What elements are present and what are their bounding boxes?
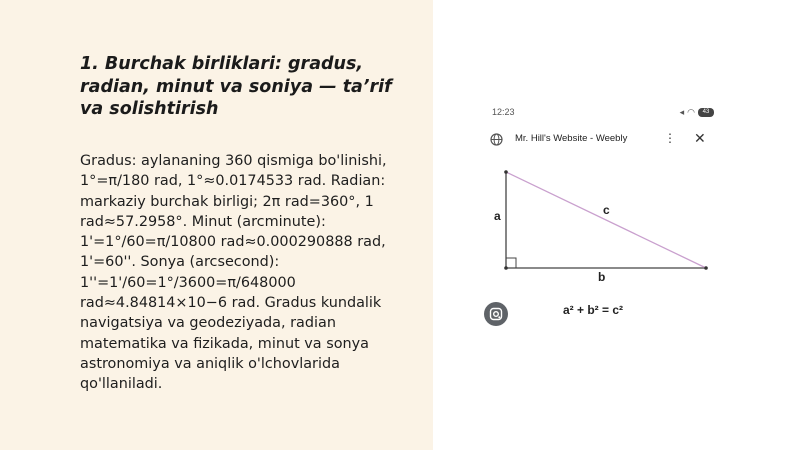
phone-status-bar [492, 107, 714, 121]
close-icon[interactable]: ✕ [694, 130, 706, 146]
slide-body-text: Gradus: aylananing 360 qismiga bo'linishi, 1°=π/180 rad, 1°≈0.0174533 rad. Radian: markaziy burchak birligi; 2π rad=360°, 1 rad≈57.2958°. Minut (arcminute): 1'=1°/60=π/10800 rad≈0.000290888 rad, 1'=60''. Sonya (arcsecond): 1''=1'/60=1°/3600=π/648000 rad≈4.84814×10−6 rad. Gradus kundalik navigatsiya va geodeziyada, radian matematika va fizikada, minut va sonya astronomiya va aniqlik o'lchovlarida qo'llaniladi. [80, 153, 387, 393]
vertex-right [704, 266, 708, 270]
lens-glyph [489, 307, 503, 321]
vertex-top [504, 170, 508, 174]
vertex-corner [504, 266, 508, 270]
label-b: b [598, 270, 606, 284]
right-angle-marker [506, 258, 516, 268]
side-c-line [506, 172, 706, 268]
label-c: c [603, 203, 610, 217]
status-time: 12:23 [492, 107, 515, 117]
status-icons [680, 107, 714, 118]
more-vert-icon[interactable]: ⋮ [664, 131, 676, 145]
pythagorean-formula: a² + b² = c² [563, 303, 624, 317]
site-title: Mr. Hill's Website - Weebly [515, 133, 628, 144]
triangle-diagram [480, 160, 720, 285]
globe-icon[interactable] [490, 133, 503, 146]
slide-title: 1. Burchak birliklari: gradus, radian, minut va soniya — ta’rif va solishtirish [80, 54, 392, 119]
browser-toolbar [488, 130, 714, 150]
notification-icon: ◂ [679, 107, 685, 117]
battery-icon: 43 [698, 108, 714, 117]
label-a: a [494, 209, 501, 223]
google-lens-icon[interactable] [484, 302, 508, 326]
wifi-icon: ◠ [687, 107, 695, 117]
